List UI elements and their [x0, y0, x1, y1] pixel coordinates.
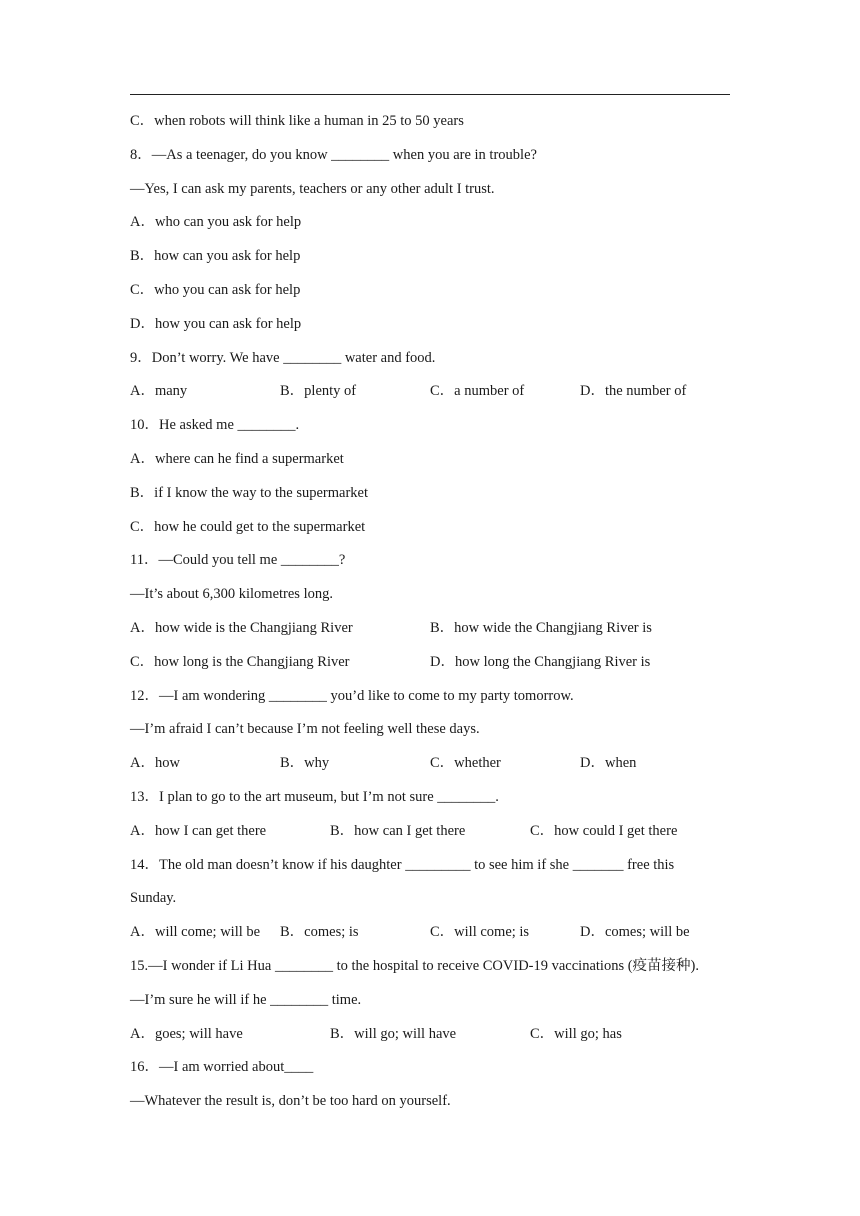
dialogue-line: —Whatever the result is, don’t be too hard on yourself.: [130, 1093, 451, 1110]
option-line: A．who can you ask for help: [130, 214, 302, 231]
question-stem: 10．He asked me ________.: [130, 417, 300, 434]
option-b: B．comes; is: [280, 924, 359, 941]
option-a: A．many: [130, 383, 188, 400]
option-d: D．comes; will be: [580, 924, 690, 941]
dialogue-line: —It’s about 6,300 kilometres long.: [130, 586, 333, 603]
option-c: C．will come; is: [430, 924, 530, 941]
options-row: [130, 750, 740, 784]
question-stem: 14．The old man doesn’t know if his daughter _________ to see him if she _______ free this: [130, 856, 675, 873]
option-c: C．a number of: [430, 383, 525, 400]
options-row: [130, 649, 740, 683]
option-a: A．how I can get there: [130, 822, 267, 839]
option-line: C．when robots will think like a human in 25 to 50 years: [130, 113, 464, 129]
option-c: C．how could I get there: [530, 822, 678, 839]
question-stem: 8．—As a teenager, do you know ________ when you are in trouble?: [130, 146, 537, 163]
options-row: [130, 818, 740, 852]
option-c: C．whether: [430, 755, 501, 772]
option-line: B．if I know the way to the supermarket: [130, 484, 368, 501]
options-row: [130, 615, 740, 649]
option-b: B．how wide the Changjiang River is: [430, 619, 652, 636]
option-a: A．will come; will be: [130, 924, 261, 941]
question-list: [130, 108, 740, 1122]
option-b: B．why: [280, 755, 330, 772]
options-row: [130, 919, 740, 953]
options-row: [130, 378, 740, 412]
question-stem: 16．—I am worried about____: [130, 1059, 314, 1076]
question-stem-continued: Sunday.: [130, 890, 177, 907]
option-d: D．the number of: [580, 383, 687, 400]
option-a: A．how wide is the Changjiang River: [130, 619, 353, 636]
dialogue-line: —Yes, I can ask my parents, teachers or any other adult I trust.: [130, 180, 495, 197]
option-c: C．will go; has: [530, 1025, 622, 1042]
option-line: D．how you can ask for help: [130, 315, 302, 332]
option-d: D．how long the Changjiang River is: [430, 653, 651, 670]
option-b: B．how can I get there: [330, 822, 466, 839]
question-stem: 11．—Could you tell me ________?: [130, 552, 346, 569]
option-d: D．when: [580, 755, 637, 772]
option-b: B．plenty of: [280, 383, 357, 400]
dialogue-line: —I’m sure he will if he ________ time.: [130, 991, 362, 1008]
option-a: A．how: [130, 755, 180, 772]
question-stem: 12．—I am wondering ________ you’d like to come to my party tomorrow.: [130, 687, 574, 704]
option-a: A．goes; will have: [130, 1025, 243, 1042]
question-stem: 15.—I wonder if Li Hua ________ to the hospital to receive COVID-19 vaccinations (疫苗接种).: [130, 957, 699, 974]
dialogue-line: —I’m afraid I can’t because I’m not feeling well these days.: [130, 721, 480, 738]
option-line: C．how he could get to the supermarket: [130, 518, 366, 535]
option-line: A．where can he find a supermarket: [130, 450, 344, 467]
header-rule: [130, 94, 730, 95]
question-stem: 9．Don’t worry. We have ________ water and food.: [130, 349, 436, 366]
options-row: [130, 1021, 740, 1055]
option-line: C．who you can ask for help: [130, 281, 301, 298]
option-b: B．will go; will have: [330, 1025, 457, 1042]
option-line: B．how can you ask for help: [130, 248, 301, 265]
question-stem: 13．I plan to go to the art museum, but I’m not sure ________.: [130, 788, 499, 805]
option-c: C．how long is the Changjiang River: [130, 653, 350, 670]
